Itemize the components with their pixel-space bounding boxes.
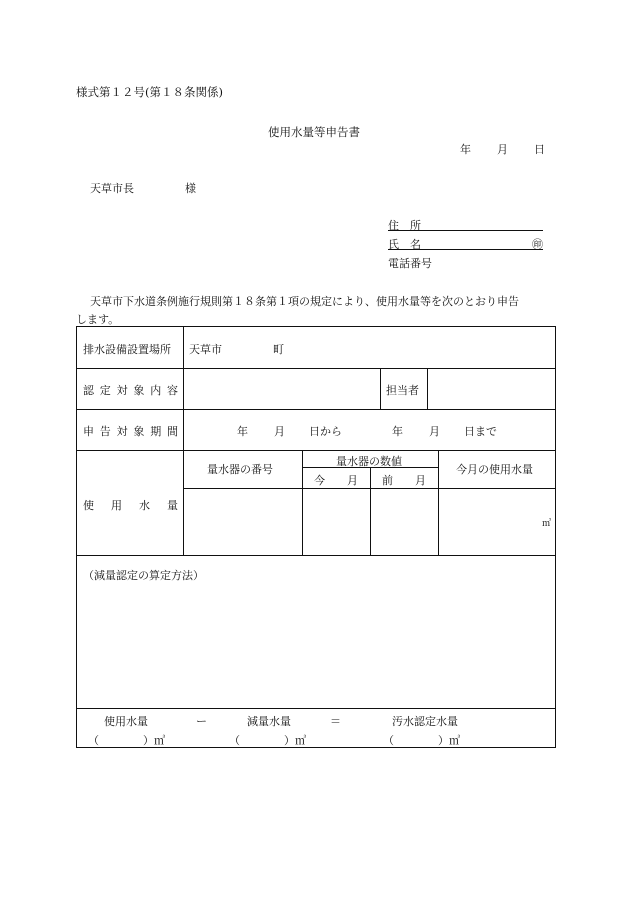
formula-equals: ＝ <box>330 715 341 728</box>
period-to-year: 年 <box>392 425 403 438</box>
formula-usage-label: 使用水量 <box>104 715 148 728</box>
approval-input[interactable] <box>187 372 375 405</box>
formula-reduced-input[interactable] <box>244 731 282 745</box>
period-from-month: 月 <box>274 425 285 438</box>
formula-reduced-label: 減量水量 <box>247 715 291 728</box>
formula-sewage-label: 汚水認定水量 <box>392 715 458 728</box>
location-label: 排水設備設置場所 <box>83 343 171 356</box>
formula-usage-paren-open: （ <box>88 734 99 747</box>
meter-number-header: 量水器の番号 <box>207 463 273 476</box>
staff-label: 担当者 <box>386 384 419 397</box>
address-field[interactable] <box>388 217 543 231</box>
period-label: 申 告 対 象 期 間 <box>83 425 178 438</box>
location-input[interactable] <box>189 341 549 355</box>
this-month-header: 今 月 <box>314 474 358 487</box>
name-label: 氏 名 <box>388 238 421 251</box>
seal-mark: ㊞ <box>532 238 543 251</box>
monthly-usage-header: 今月の使用水量 <box>456 463 533 476</box>
meter-number-input[interactable] <box>187 492 299 550</box>
monthly-usage-unit: ㎥ <box>542 519 552 529</box>
intro-line-1: 天草市下水道条例施行規則第１８条第１項の規定により、使用水量等を次のとおり申告 <box>90 295 519 308</box>
period-from-day: 日から <box>309 425 342 438</box>
this-month-input[interactable] <box>306 492 366 550</box>
phone-label: 電話番号 <box>388 257 432 270</box>
formula-usage-input[interactable] <box>103 731 141 745</box>
period-to-month: 月 <box>429 425 440 438</box>
formula-reduced-paren-close: ）㎥ <box>284 734 306 747</box>
form-number: 様式第１２号(第１８条関係) <box>76 85 223 99</box>
prev-month-header: 前 月 <box>382 474 426 487</box>
formula-sewage-paren-open: （ <box>383 734 394 747</box>
method-label: （減量認定の算定方法） <box>83 569 204 582</box>
usage-label: 使 用 水 量 <box>83 499 178 512</box>
approval-label: 認 定 対 象 内 容 <box>83 384 178 397</box>
meter-reading-header: 量水器の数値 <box>336 455 402 468</box>
addressee-honorific: 様 <box>185 182 196 195</box>
formula-reduced-paren-open: （ <box>229 734 240 747</box>
address-label: 住 所 <box>388 219 421 232</box>
intro-line-2: します。 <box>76 313 120 326</box>
prev-month-input[interactable] <box>374 492 434 550</box>
monthly-usage-input[interactable] <box>442 492 552 550</box>
date-day-label: 日 <box>534 143 545 156</box>
period-from-year: 年 <box>237 425 248 438</box>
formula-sewage-paren-close: ）㎥ <box>438 734 460 747</box>
formula-sewage-input[interactable] <box>398 731 436 745</box>
date-month-label: 月 <box>497 143 508 156</box>
date-year-label: 年 <box>460 143 471 156</box>
addressee-name: 天草市長 <box>90 182 134 195</box>
name-field[interactable] <box>388 236 543 250</box>
formula-minus: ー <box>196 715 207 728</box>
period-to-day: 日まで <box>464 425 497 438</box>
location-city: 天草市 <box>189 343 222 356</box>
document-title: 使用水量等申告書 <box>268 125 360 139</box>
location-town: 町 <box>273 343 284 356</box>
formula-usage-paren-close: ）㎥ <box>143 734 165 747</box>
declaration-table <box>76 326 556 748</box>
method-input[interactable] <box>83 585 549 703</box>
staff-input[interactable] <box>431 372 551 405</box>
